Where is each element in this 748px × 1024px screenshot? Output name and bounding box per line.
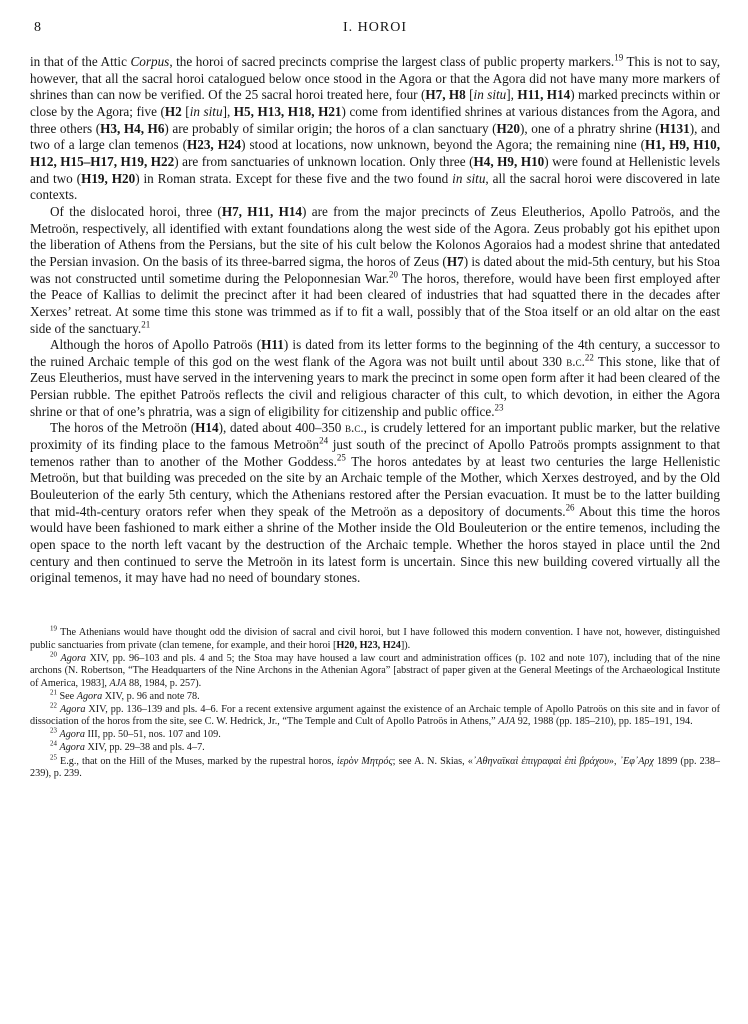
text-run: ) are from the major precincts of Zeus Eleutherios, Apollo Patroös, and the Metroön, respectively, all identified with extant foundations along the west side of the Agora. Zeus probably got his epithet upon the liberation of Athens from the Persians, but the site of his cult below the Kolonos Agoraios had a modest shrine that antedated the Persian invasion. On the basis of its three-barred sigma, the horos of Zeus (: [30, 203, 721, 269]
text-run: ), one of a phratry shrine (: [519, 120, 660, 136]
text-run: in that of the Attic: [30, 54, 131, 69]
italic-run: Agora: [76, 690, 103, 702]
text-run: [: [181, 103, 190, 119]
italic-run: Corpus: [130, 54, 170, 69]
italic-run: AJA: [109, 677, 127, 689]
text-run: ; see A. N. Skias, «: [392, 755, 473, 767]
text-run: ) stood at locations, now unknown, beyond the Agora; the remaining nine (: [241, 137, 645, 153]
text-run: The Athenians would have thought odd the division of sacral and civil horoi, but I have followed this modern convention. I have not, however, distinguished public sanctuaries from private (clan temene, for example, and their horoi [: [30, 627, 720, 651]
text-run: ) were found at Hellenistic levels and two (: [30, 153, 721, 186]
text-run: The horos, therefore, would have been first employed after the Peace of Kallias to delimit the precinct after it had been cleared of industries that had squatted there in the decades after Xerxes’ retreat. At some time this stone was trimmed as if to fit a wall, possibly that of the Stoa itself or an old altar on the east side of the sanctuary.: [30, 270, 720, 336]
document-page: [30, 20, 720, 781]
text-run: XIV, pp. 96–103 and pls. 4 and 5; the Stoa may have housed a law court and administration offices (p. 102 and note 107), including that of the nine archons (N. Robertson, “The Headquarters of the Nine Archons in the Athenian Agora” [abstract of paper given at the General Meetings of the Archaeological Institute of America, 1983],: [30, 652, 721, 689]
footnote-ref: 20: [50, 651, 57, 659]
bold-run: H1, H9, H10, H12, H15–H17, H19, H22: [30, 137, 720, 169]
bold-run: H19, H20: [81, 170, 136, 186]
footnote-ref: 22: [50, 702, 57, 710]
italic-run: Agora: [60, 652, 87, 664]
footnote-ref: 21: [50, 689, 57, 697]
text-run: ) marked precincts within or close by the Agora; five (: [30, 87, 721, 119]
text-run: III, pp. 50–51, nos. 107 and 109.: [84, 729, 221, 741]
italic-run: in situ: [452, 170, 486, 186]
footnote-ref: 19: [50, 625, 57, 633]
paragraph: [30, 337, 720, 420]
text-run: The horos antedates by at least two centuries the large Hellenistic Metroön, but that building was preceded on the site by an Archaic temple of the Mother, which Xerxes destroyed, and by the Old Bouleuterion of the early 5th century, which the Athenians restored after the Persian evacuation. It must be to the latter building that mid-4th-century orators refer when they speak of the Metroön as a depository of documents.: [30, 453, 720, 519]
paragraph: [30, 204, 720, 337]
italic-run: ἱερὸν Μητρός: [336, 755, 393, 767]
text-run: 88, 1984, p. 257).: [126, 677, 202, 689]
footnotes: [30, 627, 720, 781]
text-run: , all the sacral horoi were discovered in late contexts.: [30, 170, 721, 203]
text-run: The horos of the Metroön (: [50, 420, 196, 436]
text-run: [: [465, 87, 474, 103]
footnote-ref: 24: [50, 741, 57, 749]
running-title: I. HOROI: [343, 20, 407, 35]
page-header: [30, 20, 720, 42]
italic-run: ᾿Αθηναϊκαὶ ἐπιγραφαὶ ἐπὶ βράχου: [472, 755, 609, 767]
main-text: [30, 54, 720, 587]
bold-run: H20: [496, 120, 520, 136]
footnote: [30, 627, 720, 652]
small-caps-run: b.c.: [566, 353, 585, 369]
italic-run: Agora: [59, 703, 86, 715]
italic-run: Agora: [59, 742, 85, 754]
bold-run: H11: [261, 337, 284, 353]
text-run: 1899 (pp. 238–239), p. 239.: [30, 755, 721, 780]
bold-run: H7, H11, H14: [221, 203, 303, 219]
footnote-ref: 25: [50, 754, 57, 762]
bold-run: H7: [446, 253, 464, 269]
small-caps-run: b.c.: [345, 420, 364, 436]
footnote-ref: 23: [494, 402, 504, 413]
text-run: XIV, pp. 29–38 and pls. 4–7.: [84, 742, 205, 754]
text-run: E.g., that on the Hill of the Muses, marked by the rupestral horos,: [56, 755, 337, 767]
italic-run: ᾿Εφ᾿Αρχ: [619, 755, 654, 767]
text-run: XIV, p. 96 and note 78.: [102, 690, 200, 702]
footnote: [30, 704, 720, 729]
page-number: 8: [34, 20, 41, 35]
footnote: [30, 756, 720, 781]
text-run: About this time the horos would have been fashioned to mark either a shrine of the Mother inside the Old Bouleuterion or the entire temenos, including the open space to the north left vacant by the destruction of the Archaic temple. Whether the horos stayed in place until the 2nd century and then continued to serve the Metroön in its latest form is uncertain. Since this new building covered virtually all the original temenos, it may have had no need of boundary stones.: [30, 503, 720, 586]
text-run: ],: [222, 103, 234, 119]
footnote-ref: 21: [141, 319, 151, 330]
text-run: , is crudely lettered for an important public marker, but the relative proximity of its finding place to the famous Metroön: [30, 420, 721, 453]
text-run: ]).: [400, 639, 411, 651]
bold-run: H23, H24: [186, 137, 242, 153]
footnote: [30, 729, 720, 742]
italic-run: Agora: [59, 729, 85, 741]
footnote-ref: 22: [584, 352, 594, 363]
text-run: ) is dated from its letter forms to the beginning of the 4th century, a successor to the ruined Archaic temple of this god on the west flank of the Agora was not built until about 330: [30, 337, 720, 369]
bold-run: H4, H9, H10: [473, 153, 545, 169]
text-run: , the horoi of sacred precincts comprise the largest class of public property markers.: [169, 54, 615, 69]
italic-run: in situ: [189, 103, 223, 119]
text-run: ) are probably of similar origin; the horos of a clan sanctuary (: [164, 120, 497, 136]
text-run: XIV, pp. 136–139 and pls. 4–6. For a recent extensive argument against the existence of an Archaic temple of Apollo Patroös on this site and in favor of dissociation of the horos from the site, see C. W. Hedrick, Jr., “The Temple and Cult of Apollo Patroös in Athens,”: [30, 703, 721, 728]
bold-run: H2: [164, 103, 182, 119]
text-run: See: [56, 690, 77, 702]
text-run: Of the dislocated horoi, three (: [50, 203, 222, 219]
bold-run: H3, H4, H6: [100, 120, 165, 136]
bold-run: H20, H23, H24: [336, 639, 401, 651]
footnote: [30, 742, 720, 755]
footnote-ref: 26: [565, 502, 575, 513]
paragraph: [30, 420, 720, 587]
text-run: just south of the precinct of Apollo Patroös prompts assignment to that temenos rather than to another of the Mother Goddess.: [30, 437, 720, 469]
text-run: 92, 1988 (pp. 185–210), pp. 185–191, 194.: [515, 716, 693, 728]
text-run: Although the horos of Apollo Patroös (: [50, 337, 262, 353]
footnote: [30, 653, 720, 691]
bold-run: H7, H8: [425, 87, 466, 103]
footnote-ref: 23: [50, 727, 57, 735]
text-run: »,: [608, 755, 620, 767]
text-run: ), and two of a large clan temenos (: [30, 120, 720, 153]
italic-run: AJA: [498, 716, 516, 728]
text-run: ) is dated about the mid-5th century, but his Stoa was not constructed until sometime during the Peloponnesian War.: [30, 253, 720, 286]
text-run: This is not to say, however, that all the sacral horoi catalogued below once stood in the Agora or that the Agora did not have many more markers of shrines than can now be verified. Of the 25 sacral horoi treated here, four (: [30, 54, 720, 103]
bold-run: H5, H13, H18, H21: [233, 103, 342, 119]
text-run: ) are from sanctuaries of unknown location. Only three (: [174, 153, 474, 169]
text-run: ) in Roman strata. Except for these five and the two found: [135, 170, 453, 186]
italic-run: in situ: [473, 87, 507, 103]
bold-run: H14: [195, 420, 219, 436]
paragraph: [30, 54, 720, 204]
bold-run: H11, H14: [517, 87, 571, 103]
text-run: ],: [506, 87, 518, 103]
footnote-ref: 20: [388, 269, 398, 280]
footnote-ref: 24: [319, 435, 329, 446]
text-run: This stone, like that of Zeus Eleutherios, must have served in the intervening years to mark the precinct in some open form after it had been cleared of the Persian rubble. The epithet Patroös reflects the civil and religious character of this cult, to which devotion, in either the Agora shrine or that of one’s phratria, was a sign of eligibility for citizenship and public office.: [30, 353, 720, 419]
text-run: ) come from identified shrines at various distances from the Agora, and three others (: [30, 103, 720, 136]
text-run: ), dated about 400–350: [218, 420, 346, 436]
footnote: [30, 691, 720, 704]
bold-run: H131: [659, 120, 690, 136]
footnote-ref: 25: [336, 452, 346, 463]
footnote-ref: 19: [614, 52, 624, 63]
